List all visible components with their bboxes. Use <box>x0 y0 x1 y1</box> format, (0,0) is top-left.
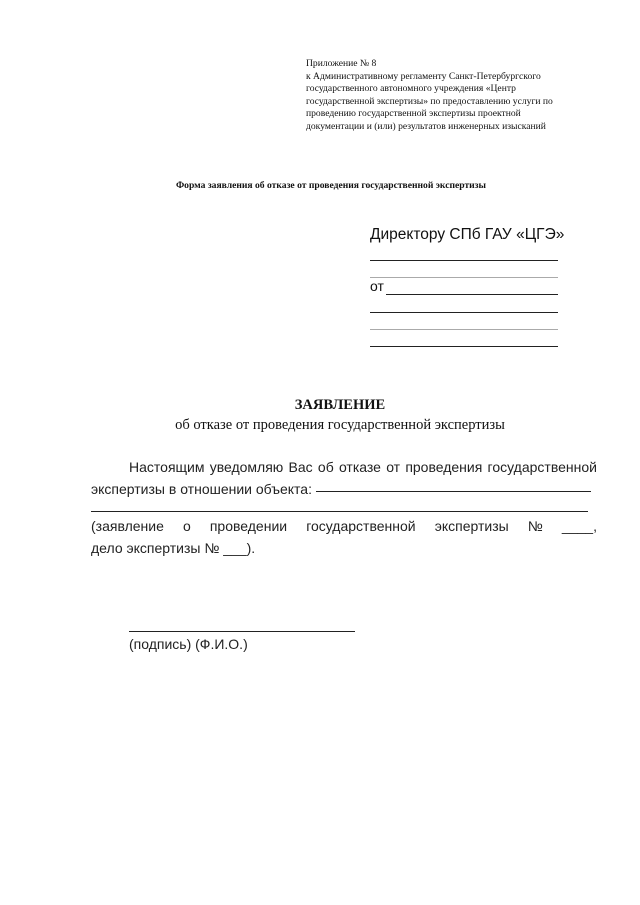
word: ____, <box>561 518 597 534</box>
document-subheading: об отказе от проведения государственной экспертизы <box>175 417 505 433</box>
appendix-line: Приложение № 8 <box>306 58 377 69</box>
signature-line[interactable] <box>129 631 355 632</box>
word: Настоящим <box>129 459 205 475</box>
word: проведения <box>405 459 483 475</box>
form-title: Форма заявления об отказе от проведения государственной экспертизы <box>175 180 487 191</box>
appendix-line: документации и (или) результатов инженерных изысканий <box>306 120 546 132</box>
reference-paragraph <box>91 515 597 559</box>
word: (заявление <box>91 518 164 534</box>
addressee-line[interactable] <box>370 260 558 261</box>
word: отказе <box>338 459 381 475</box>
word: проведении <box>209 518 288 534</box>
document-heading: ЗАЯВЛЕНИЕ <box>294 397 386 413</box>
signature-caption: (подпись) (Ф.И.О.) <box>129 636 248 652</box>
word: Вас <box>288 459 313 475</box>
object-line[interactable] <box>316 491 591 492</box>
appendix-line: государственного автономного учреждения «Центр <box>306 83 516 95</box>
notice-paragraph <box>91 456 597 500</box>
word: государственной <box>487 459 597 475</box>
from-line[interactable] <box>370 346 558 347</box>
from-line[interactable] <box>386 294 558 295</box>
appendix-line: проведению государственной экспертизы проектной <box>306 108 521 120</box>
word: уведомляю <box>209 459 284 475</box>
word: экспертизы <box>434 518 509 534</box>
word: о <box>182 518 191 534</box>
appendix-line: к Административному регламенту Санкт-Петербургского <box>306 70 541 82</box>
appendix-line: государственной экспертизы» по предоставлению услуги по <box>306 95 553 107</box>
addressee-to: Директору СПб ГАУ «ЦГЭ» <box>370 226 565 243</box>
reference-line-1 <box>91 515 597 537</box>
from-line[interactable] <box>370 312 558 313</box>
word: от <box>386 459 401 475</box>
from-label: от <box>370 278 384 294</box>
notice-line-2: экспертизы в отношении объекта: <box>91 481 312 497</box>
object-line[interactable] <box>91 511 588 512</box>
word: об <box>317 459 334 475</box>
notice-line-1 <box>91 456 597 478</box>
from-line[interactable] <box>370 329 558 330</box>
addressee-line[interactable] <box>370 277 558 278</box>
appendix-note <box>306 58 606 134</box>
word: № <box>527 518 543 534</box>
word: государственной <box>306 518 416 534</box>
reference-line-2: дело экспертизы № ___). <box>91 540 256 556</box>
addressee-block <box>370 226 565 244</box>
